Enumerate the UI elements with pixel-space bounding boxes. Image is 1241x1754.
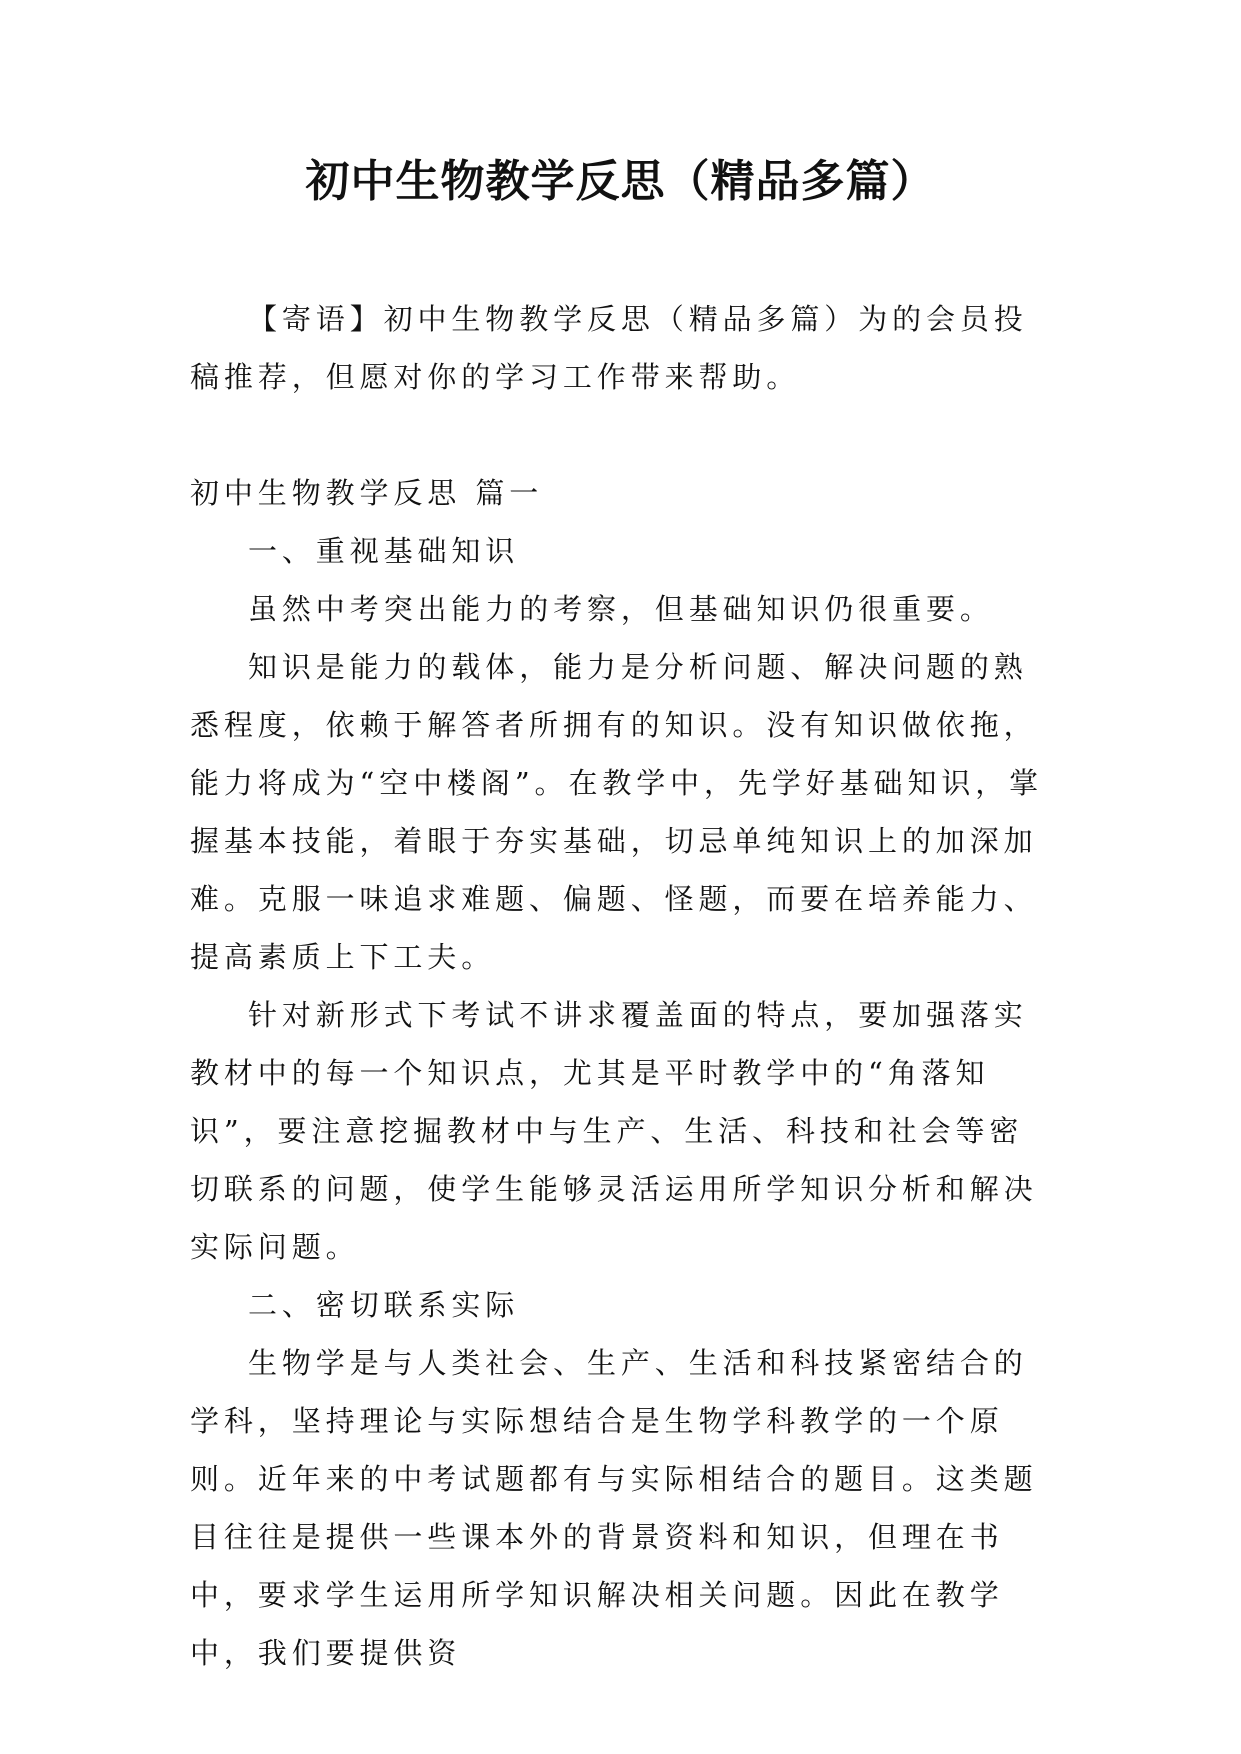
subheading-1: 一、重视基础知识 <box>248 534 520 568</box>
paragraph: 针对新形式下考试不讲求覆盖面的特点，要加强落实教材中的每一个知识点，尤其是平时教学中的“角落知识”，要注意挖掘教材中与生产、生活、科技和社会等密切联系的问题，使学生能够灵活运用所学知识分析和解决实际问题。 <box>190 998 1038 1264</box>
section-title: 初中生物教学反思 篇一 <box>190 476 544 510</box>
subheading-2: 二、密切联系实际 <box>248 1288 520 1322</box>
paragraph: 虽然中考突出能力的考察，但基础知识仍很重要。 <box>248 592 994 626</box>
intro-paragraph: 【寄语】初中生物教学反思（精品多篇）为的会员投稿推荐，但愿对你的学习工作带来帮助。 <box>190 302 1028 394</box>
document-body <box>190 290 1052 1682</box>
document-title: 初中生物教学反思（精品多篇） <box>305 156 936 207</box>
paragraph: 知识是能力的载体，能力是分析问题、解决问题的熟悉程度，依赖于解答者所拥有的知识。没有知识做依拖，能力将成为“空中楼阁”。在教学中，先学好基础知识，掌握基本技能，着眼于夯实基础，切忌单纯知识上的加深加难。克服一味追求难题、偏题、怪题，而要在培养能力、提高素质上下工夫。 <box>190 650 1044 974</box>
paragraph: 生物学是与人类社会、生产、生活和科技紧密结合的学科，坚持理论与实际想结合是生物学科教学的一个原则。近年来的中考试题都有与实际相结合的题目。这类题目往往是提供一些课本外的背景资料和知识，但理在书中，要求学生运用所学知识解决相关问题。因此在教学中，我们要提供资 <box>190 1346 1038 1670</box>
